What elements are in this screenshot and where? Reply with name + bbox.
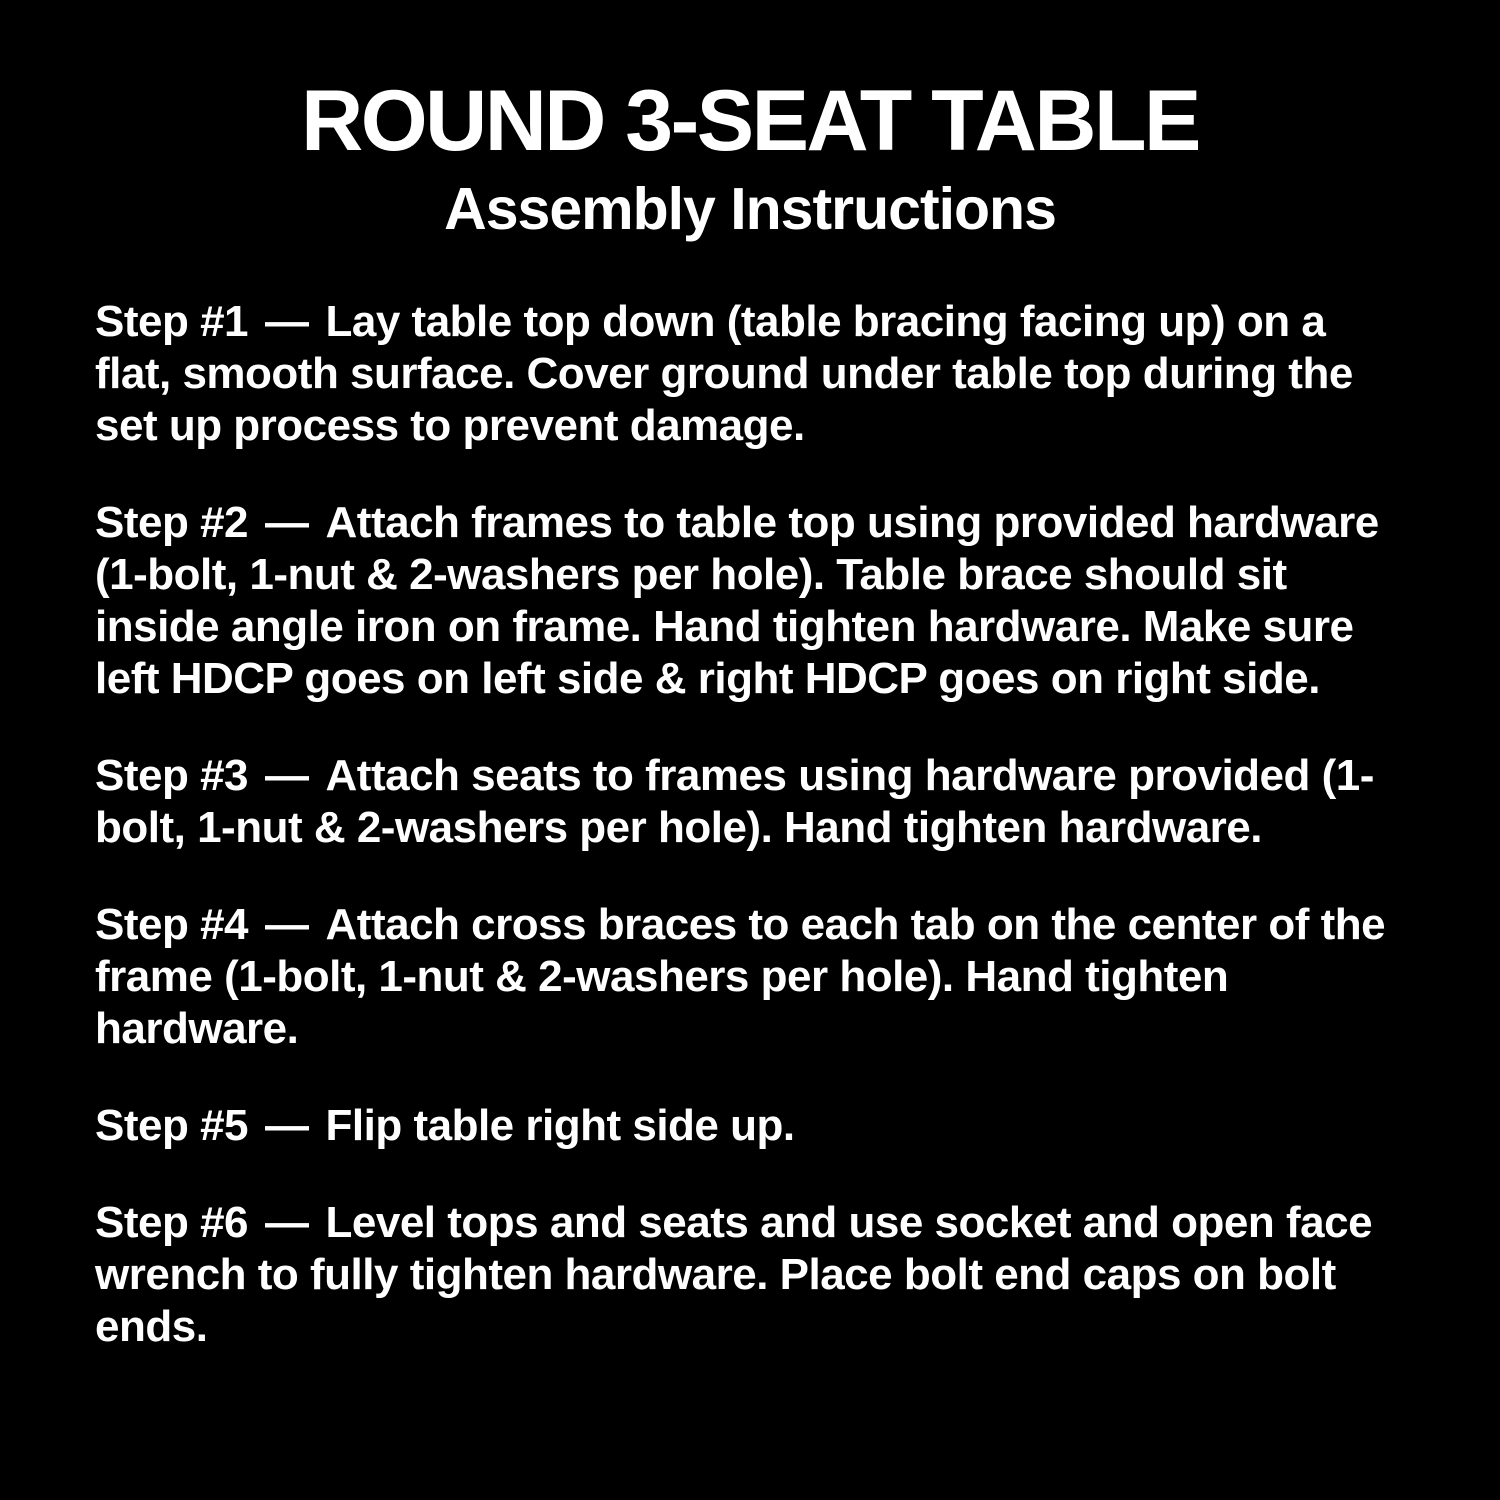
page-title: ROUND 3-SEAT TABLE — [301, 73, 1199, 169]
step-text: Lay table top down (table bracing facing up) on a flat, smooth surface. Cover ground under table top during the set up process to prevent damage. — [95, 297, 1353, 450]
step-label: Step #2 — [95, 498, 249, 547]
step-label: Step #1 — [95, 297, 249, 346]
step-separator-dash: — — [265, 1101, 309, 1150]
step-text: Attach frames to table top using provided hardware (1-bolt, 1-nut & 2-washers per hole). Table brace should sit inside angle iron on frame. Hand tighten hardware. Make sure left HDCP goes on left side & right HDCP goes on right side. — [95, 498, 1379, 703]
step-paragraph — [95, 750, 1405, 854]
step-text: Attach cross braces to each tab on the center of the frame (1-bolt, 1-nut & 2-washers per hole). Hand tighten hardware. — [95, 900, 1386, 1053]
step-label: Step #6 — [95, 1198, 249, 1247]
step-label: Step #4 — [95, 900, 249, 949]
steps-list — [95, 296, 1405, 1353]
step-label: Step #3 — [95, 751, 249, 800]
step-separator-dash: — — [265, 900, 309, 949]
step-paragraph — [95, 296, 1405, 452]
step-text: Attach seats to frames using hardware provided (1-bolt, 1-nut & 2-washers per hole). Hand tighten hardware. — [95, 751, 1374, 852]
step-separator-dash: — — [265, 751, 309, 800]
step-text: Level tops and seats and use socket and open face wrench to fully tighten hardware. Place bolt end caps on bolt ends. — [95, 1198, 1373, 1351]
step-label: Step #5 — [95, 1101, 249, 1150]
step-paragraph — [95, 497, 1405, 705]
header — [95, 73, 1405, 242]
step-text: Flip table right side up. — [325, 1101, 795, 1150]
step-separator-dash: — — [265, 498, 309, 547]
step-paragraph — [95, 899, 1405, 1055]
step-paragraph — [95, 1100, 1405, 1152]
step-paragraph — [95, 1197, 1405, 1353]
step-separator-dash: — — [265, 1198, 309, 1247]
page-subtitle: Assembly Instructions — [444, 176, 1056, 242]
step-separator-dash: — — [265, 297, 309, 346]
